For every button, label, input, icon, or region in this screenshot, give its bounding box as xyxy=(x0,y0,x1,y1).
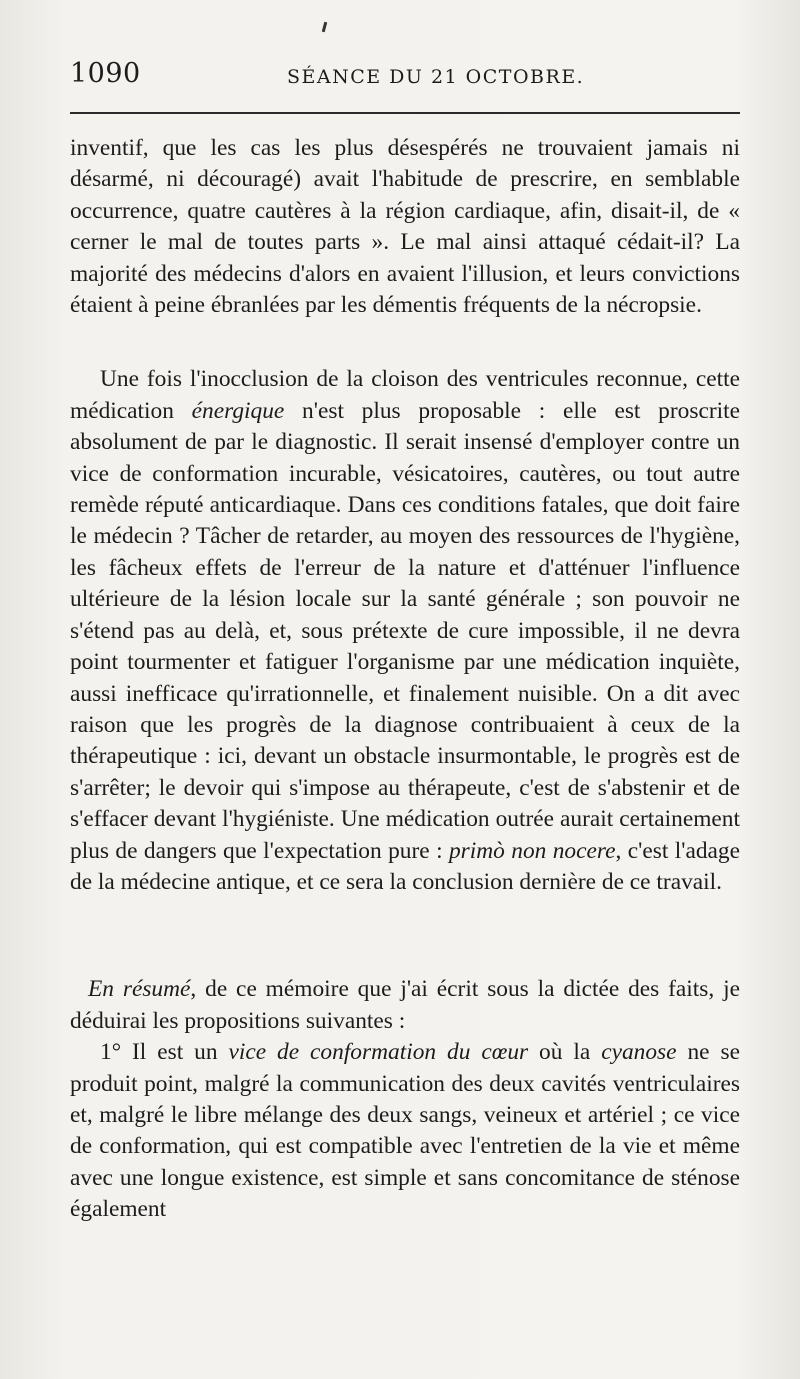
paragraph-gap xyxy=(70,321,740,364)
paragraph-3-italic-resume: En résumé xyxy=(88,976,191,1003)
page-number: 1090 xyxy=(70,58,141,89)
paragraph-1-text: inventif, que les cas les plus désespérés ne trouvaient jamais ni désarmé, ni découragé) avait l'habitude de prescrire, en semblable occurrence, quatre cautères à la région cardiaque, afin, disait-il, de « cerner le mal de toutes parts ». Le mal ainsi attaqué cédait-il? La majorité des médecins d'alors en avaient l'illusion, et leurs convictions étaient à peine ébranlées par les démentis fréquents de la nécropsie. xyxy=(70,135,740,319)
paragraph-2-seg-3: n'est plus proposable : elle est proscrite absolument de par le diagnostic. Il serait insensé d'employer contre un vice de conformation incurable, vésicatoires, cautères, ou tout autre remède réputé anticardiaque. Dans ces conditions fatales, que doit faire le médecin ? Tâcher de retarder, au moyen des ressources de l'hygiène, les fâcheux effets de l'erreur de la nature et d'atténuer l'influence ultérieure de la lésion locale sur la santé générale ; son pouvoir ne s'étend pas au delà, et, sous prétexte de cure impossible, il ne devra point tourmenter et fatiguer l'organisme par une médication inquiète, aussi inefficace qu'irrationnelle, et finalement nuisible. On a dit avec raison que les progrès de la diagnose contribuaient à ceux de la thérapeutique : ici, devant un obstacle insurmontable, le progrès est de s'arrêter; le devoir qui s'impose au thérapeute, c'est de s'abstenir et de s'effacer devant l'hygiéniste. Une médication outrée aurait certainement plus de dangers que l'expectation pure : xyxy=(70,397,740,864)
page-header xyxy=(70,58,740,94)
paragraph-4-italic-cyanose: cyanose xyxy=(601,1039,677,1066)
running-head: SÉANCE DU 21 OCTOBRE. xyxy=(287,66,585,88)
paragraph-4-seg-3: où la xyxy=(528,1039,602,1066)
paragraph-4 xyxy=(70,1037,740,1225)
paragraph-1 xyxy=(70,133,740,321)
paragraph-2-seg-1: Une fois l'inocclusion de la cloison des ventricules reconnue, cette médication xyxy=(70,366,740,424)
body-text xyxy=(70,133,740,1226)
paragraph-4-seg-5: ne se produit point, malgré la communication des deux cavités ventriculaires et, malgré le libre mélange des deux sangs, veineux et artériel ; ce vice de conformation, qui est compatible avec l'entretien de la vie et même avec une longue existence, est simple et sans concomitance de sténose également xyxy=(70,1039,740,1223)
paragraph-2-seg-5: , c'est l'adage de la médecine antique, et ce sera la conclusion dernière de ce travail. xyxy=(70,837,740,895)
paragraph-2-italic-energique: énergique xyxy=(191,397,285,424)
paragraph-2 xyxy=(70,364,740,898)
paragraph-gap xyxy=(70,898,740,974)
paragraph-2-italic-primo: primò non nocere xyxy=(448,837,616,864)
paragraph-4-italic-vice: vice de conformation du cœur xyxy=(228,1039,529,1066)
paragraph-3-seg-2: , de ce mémoire que j'ai écrit sous la dictée des faits, je déduirai les propositions suivantes : xyxy=(70,976,740,1034)
header-rule xyxy=(70,112,740,114)
ink-mark xyxy=(322,22,327,32)
paragraph-3 xyxy=(70,974,740,1037)
paragraph-4-seg-1: 1° Il est un xyxy=(100,1039,229,1066)
